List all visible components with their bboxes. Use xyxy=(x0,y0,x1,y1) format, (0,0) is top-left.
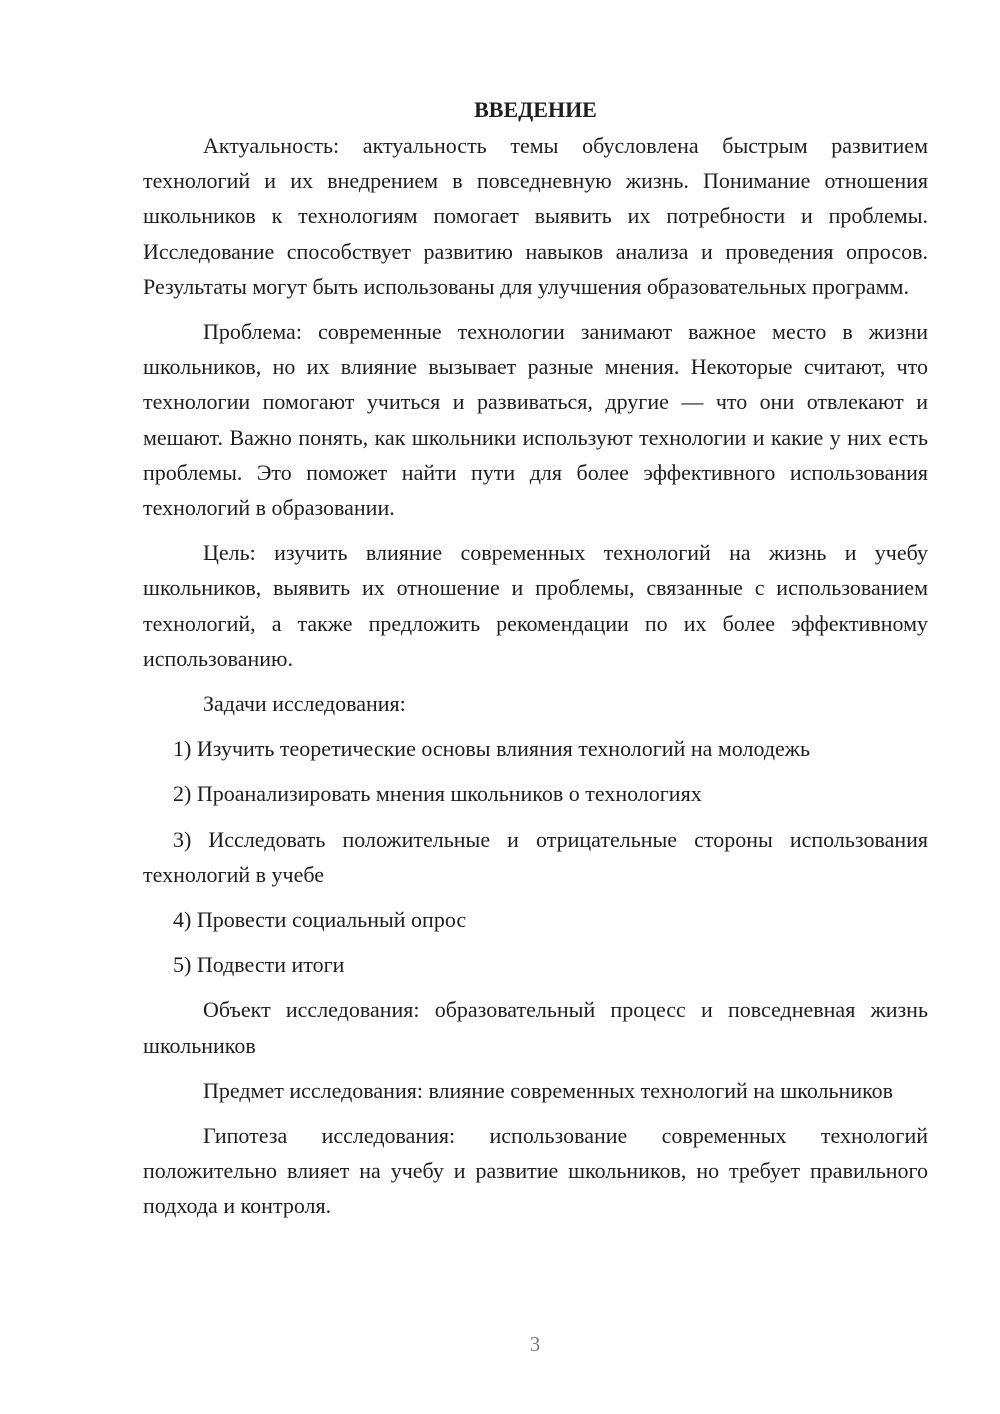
paragraph-problem: Проблема: современные технологии занимают важное место в жизни школьников, но их влияние вызывает разные мнения. Некоторые считают, что технологии помогают учиться и развиваться, другие — что они отвлекают и мешают. Важно понять, как школьники используют технологии и какие у них есть проблемы. Это поможет найти пути для более эффективного использования технологий в образовании. xyxy=(143,319,928,521)
list-item: 5) Подвести итоги xyxy=(173,952,345,978)
paragraph-relevance: Актуальность: актуальность темы обусловлена быстрым развитием технологий и их внедрением в повседневную жизнь. Понимание отношения школьников к технологиям помогает выявить их потребности и проблемы. Исследование способствует развитию навыков анализа и проведения опросов. Результаты могут быть использованы для улучшения образовательных программ. xyxy=(143,133,928,299)
section-title: ВВЕДЕНИЕ xyxy=(474,97,597,122)
list-item: 1) Изучить теоретические основы влияния технологий на молодежь xyxy=(173,736,811,762)
list-item: 2) Проанализировать мнения школьников о технологиях xyxy=(173,781,702,807)
list-item: 4) Провести социальный опрос xyxy=(173,907,467,933)
document-page xyxy=(143,92,928,1234)
tasks-list xyxy=(143,731,928,982)
paragraph-subject: Предмет исследования: влияние современных технологий на школьников xyxy=(203,1077,894,1103)
paragraph-object: Объект исследования: образовательный процесс и повседневная жизнь школьников xyxy=(143,997,928,1058)
paragraph-hypothesis: Гипотеза исследования: использование современных технологий положительно влияет на учебу и развитие школьников, но требует правильного подхода и контроля. xyxy=(143,1123,928,1219)
paragraph-goal: Цель: изучить влияние современных технологий на жизнь и учебу школьников, выявить их отношение и проблемы, связанные с использованием технологий, а также предложить рекомендации по их более эффективному использованию. xyxy=(143,540,928,671)
paragraph-tasks-heading: Задачи исследования: xyxy=(203,691,406,717)
list-item: 3) Исследовать положительные и отрицательные стороны использования технологий в учебе xyxy=(143,826,928,887)
page-number: 3 xyxy=(529,1332,541,1356)
